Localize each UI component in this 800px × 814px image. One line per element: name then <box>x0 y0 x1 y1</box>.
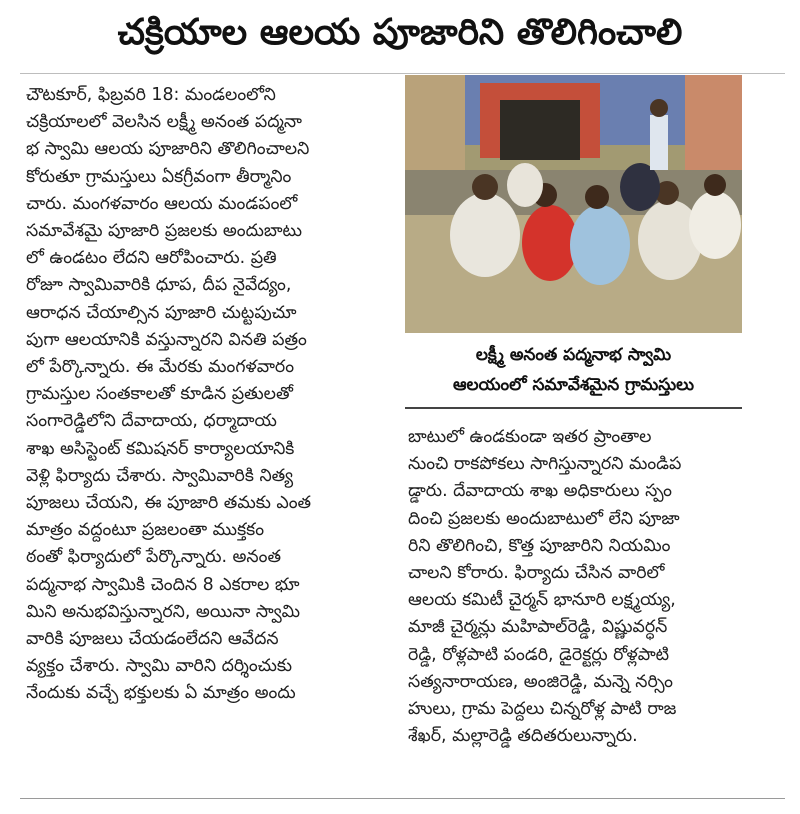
article-line: చౌటకూర్, ఫిబ్రవరి 18: మండలంలోని <box>26 85 276 105</box>
photo-illustration <box>405 75 742 333</box>
article-line: రోజూ స్వామివారికి ధూప, దీప నైవేద్యం, <box>26 275 292 296</box>
article-line: ఠంతో ఫిర్యాదులో పేర్కొన్నారు. అనంత <box>26 547 281 568</box>
article-line: ఆరాధన చేయాల్సిన పూజారి చుట్టపుచూ <box>26 302 297 323</box>
article-line: పుగా ఆలయానికి వస్తున్నారని వినతి పత్రం <box>26 329 307 350</box>
article-line: దించి ప్రజలకు అందుబాటులో లేని పూజా <box>408 508 680 529</box>
left-column <box>26 82 398 708</box>
article-line: పద్మనాభ స్వామికి చెందిన 8 ఎకరాల భూ <box>26 574 300 595</box>
article-line: భ స్వామి ఆలయ పూజారిని తొలిగించాలని <box>26 139 310 160</box>
article-line: మిని అనుభవిస్తున్నారని, అయినా స్వామి <box>26 601 301 622</box>
article-line: సత్యనారాయణ, అంజిరెడ్డి, మన్నె నర్సిం <box>408 671 673 692</box>
article-line: చాలని కోరారు. ఫిర్యాదు చేసిన వారిలో <box>408 563 665 584</box>
article-line: శేఖర్, మల్లారెడ్డి తదితరులున్నారు. <box>408 726 638 747</box>
article-line: రెడ్డి, రోళ్లపాటి పండరి, డైరెక్టర్లు రోళ్లపాటి <box>408 644 670 665</box>
photo-caption-line2: ఆలయంలో సమావేశమైన గ్రామస్తులు <box>452 375 695 395</box>
article-line: శాఖ అసిస్టెంట్ కమిషనర్ కార్యాలయానికి <box>26 438 295 459</box>
article-line: కోరుతూ గ్రామస్తులు ఏకగ్రీవంగా తీర్మానిం <box>26 166 292 187</box>
photo-caption <box>405 340 742 400</box>
article-line: వ్యక్తం చేశారు. స్వామి వారిని దర్శించుకు <box>26 656 292 677</box>
article-line: సమావేశమై పూజారి ప్రజలకు అందుబాటు <box>26 221 302 242</box>
right-column <box>408 424 744 750</box>
bottom-divider <box>20 798 785 799</box>
article-line: మాజీ చైర్మన్లు మహిపాల్‌రెడ్డి, విష్ణువర్ధన్ <box>408 617 668 638</box>
article-line: బాటులో ఉండకుండా ఇతర ప్రాంతాల <box>408 427 652 447</box>
article-line: నేందుకు వచ్చే భక్తులకు ఏ మాత్రం అందు <box>26 683 296 704</box>
photo-caption-line1: లక్ష్మీ అనంత పద్మనాభ స్వామి <box>475 345 672 365</box>
article-line: మాత్రం వద్దంటూ ప్రజలంతా ముక్తకం <box>26 520 265 541</box>
article-line: నుంచి రాకపోకలు సాగిస్తున్నారని మండిప <box>408 454 682 475</box>
article-line: చారు. మంగళవారం ఆలయ మండపంలో <box>26 193 298 214</box>
caption-divider <box>405 407 742 409</box>
article-line: డ్డారు. దేవాదాయ శాఖ అధికారులు స్పం <box>408 481 672 502</box>
article-line: హులు, గ్రామ పెద్దలు చిన్నరోళ్ల పాటి రాజ <box>408 699 677 720</box>
article-line: సంగారెడ్డిలోని దేవాదాయ, ధర్మాదాయ <box>26 411 277 432</box>
article-line: వారికి పూజలు చేయడంలేదని ఆవేదన <box>26 629 279 650</box>
headline-divider <box>20 73 785 74</box>
article-line: ఆలయ కమిటీ చైర్మన్ భానూరి లక్ష్మయ్య, <box>408 590 676 611</box>
article-line: లో ఉండటం లేదని ఆరోపించారు. ప్రతి <box>26 248 277 269</box>
article-line: లో పేర్కొన్నారు. ఈ మేరకు మంగళవారం <box>26 357 295 378</box>
article-line: రిని తొలిగించి, కొత్త పూజారిని నియమిం <box>408 535 671 556</box>
article-line: చక్రియాలలో వెలసిన లక్ష్మీ అనంత పద్మనా <box>26 112 302 133</box>
article-line: వెళ్లి ఫిర్యాదు చేశారు. స్వామివారికి నిత్య <box>26 465 294 486</box>
headline: చక్రియాల ఆలయ పూజారిని తొలిగించాలి <box>117 12 683 53</box>
article-line: పూజలు చేయని, ఈ పూజారి తమకు ఎంత <box>26 493 312 514</box>
article-line: గ్రామస్తుల సంతకాలతో కూడిన ప్రతులతో <box>26 384 293 405</box>
temple-meeting-photo <box>405 75 742 333</box>
